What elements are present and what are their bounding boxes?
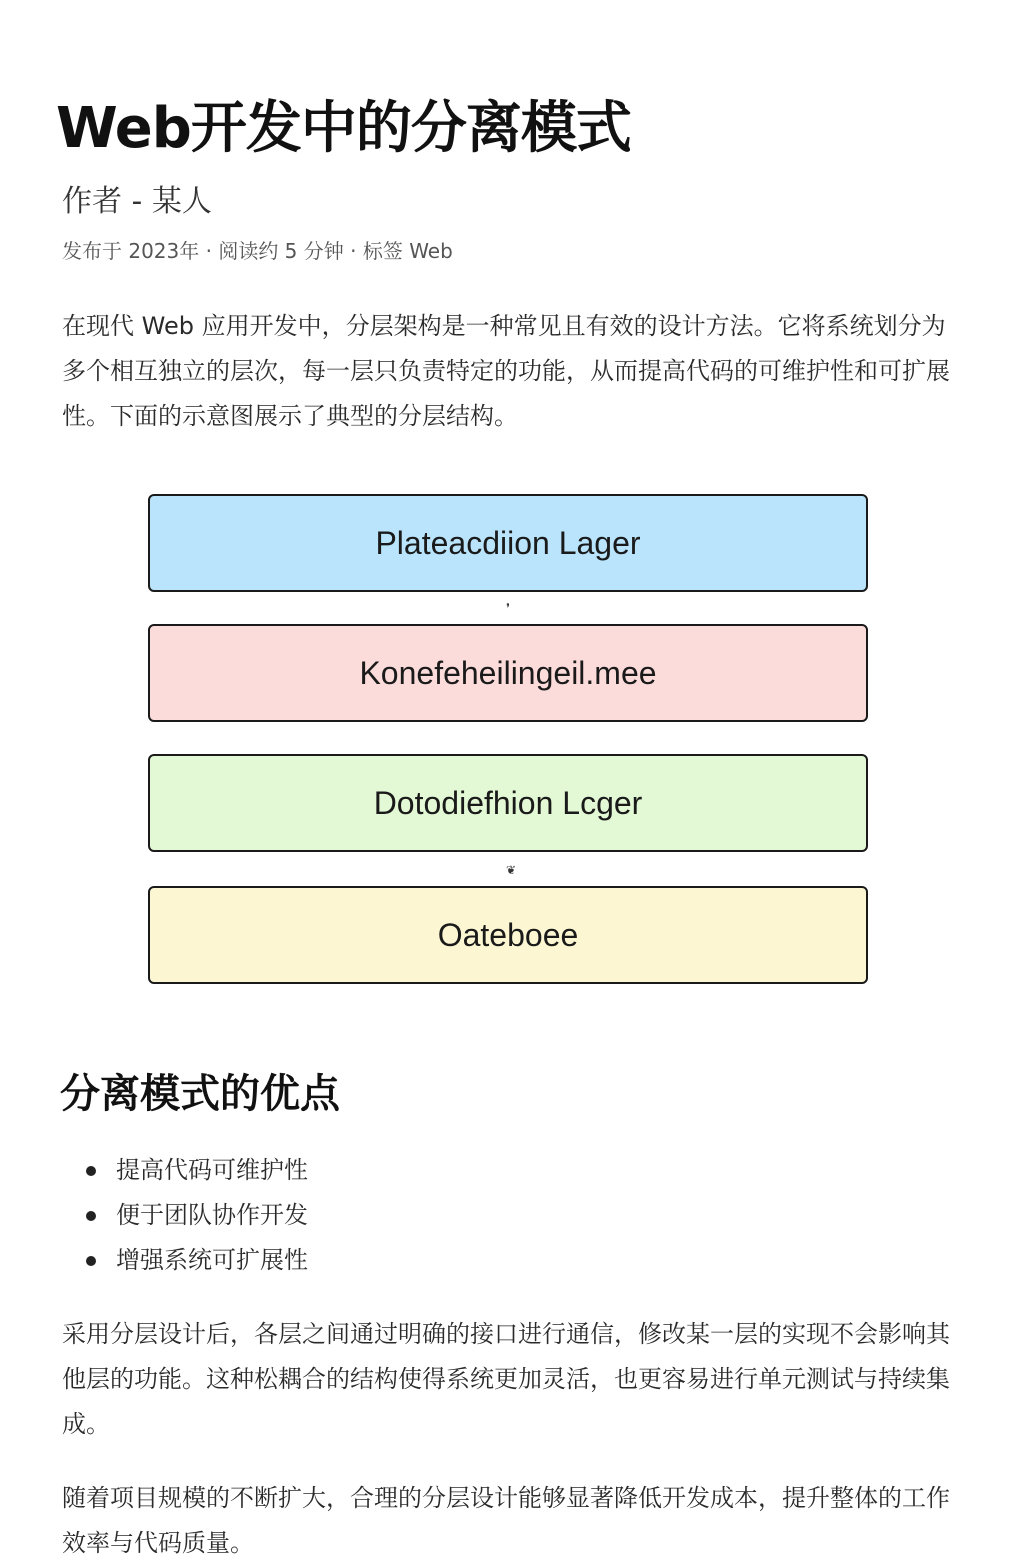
layer-label: Dotodiefhion Lcger: [373, 784, 643, 821]
bullet-icon: [86, 1166, 96, 1176]
connector-mark: ❦: [506, 863, 517, 877]
section-heading: 分离模式的优点: [60, 1071, 340, 1117]
bullet-icon: [86, 1211, 96, 1221]
layer-box-database: [148, 886, 868, 984]
list-item: 增强系统可扩展性: [86, 1238, 308, 1283]
body-paragraph: 随着项目规模的不断扩大，合理的分层设计能够显著降低开发成本，提升整体的工作效率与代码质量。: [62, 1484, 950, 1557]
layer-box-data: [148, 754, 868, 852]
layer-label: Plateacdiion Lager: [375, 524, 641, 561]
list-item: 提高代码可维护性: [86, 1148, 308, 1193]
body-paragraph: 采用分层设计后，各层之间通过明确的接口进行通信，修改某一层的实现不会影响其他层的功能。这种松耦合的结构使得系统更加灵活，也更容易进行单元测试与持续集成。: [62, 1320, 950, 1438]
article-meta: 发布于 2023年 · 阅读约 5 分钟 · 标签 Web: [62, 239, 453, 263]
author-line: 作者 - 某人: [62, 184, 212, 219]
list-item: 便于团队协作开发: [86, 1193, 308, 1238]
intro-paragraph: 在现代 Web 应用开发中，分层架构是一种常见且有效的设计方法。它将系统划分为多个相互独立的层次，每一层只负责特定的功能，从而提高代码的可维护性和可扩展性。下面的示意图展示了典型的分层结构。: [62, 312, 950, 430]
layer-box-presentation: [148, 494, 868, 592]
layer-label: Oateboee: [437, 916, 579, 953]
connector-mark: ❜: [506, 601, 510, 615]
benefits-list: [86, 1148, 308, 1283]
layer-label: Konefeheilingeil.mee: [359, 654, 657, 691]
page-title: Web开发中的分离模式: [56, 96, 631, 161]
layer-box-business: [148, 624, 868, 722]
bullet-icon: [86, 1256, 96, 1266]
